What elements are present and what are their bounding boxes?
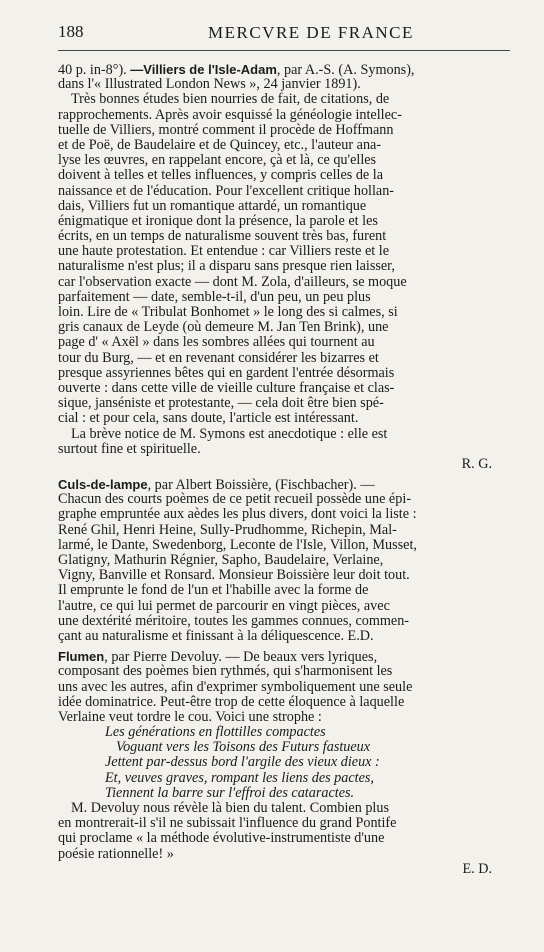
text-line: en montrerait-il s'il ne subissait l'influence du grand Pontife [58,816,397,832]
text-line: sique, janséniste et protestante, — cela doit être bien spé- [58,396,384,412]
reviewed-title: Flumen [58,649,105,665]
text-line: dans l'« Illustrated London News », 24 janvier 1891). [58,77,361,93]
page-header [58,22,510,52]
verse-line: Et, veuves graves, rompant les liens des pactes, [105,770,374,786]
text-line: Vigny, Banville et Ronsard. Monsieur Boissière leur doit tout. [58,568,410,584]
text-line: naissance et de l'éducation. Pour l'excellent critique hollan- [58,183,395,199]
text-line: lyse les œuvres, en rappelant encore, çà et là, ce qu'elles [58,153,377,169]
text-line: René Ghil, Henri Heine, Sully-Prudhomme, Richepin, Mal- [58,522,397,538]
text-line: une dextérité méritoire, toutes les gammes connues, commen- [58,613,410,629]
text-line: çant au naturalisme et finissant à la déliquescence. E.D. [58,628,374,644]
text-line: poésie rationnelle! » [58,846,174,862]
text-line: 40 p. in-8°). —Villiers de l'Isle-Adam, par A.-S. (A. Symons), [58,62,415,78]
text-line: tour du Burg, — et en revenant considérer les bizarres et [58,350,379,366]
text-line: Chacun des courts poèmes de ce petit recueil possède une épi- [58,492,411,508]
text-line: qui proclame « la méthode évolutive-instrumentiste d'une [58,831,385,847]
text-line: gris canaux de Leyde (où demeure M. Jan Ten Brink), une [58,320,389,336]
text-line: Très bonnes études bien nourries de fait, de citations, de [71,92,390,108]
verse-line: Les générations en flottilles compactes [105,725,326,741]
text-line: énigmatique et ironique dont la présence, la parole et les [58,213,378,229]
text-line: Verlaine veut tordre le cou. Voici une strophe : [58,709,322,725]
header-rule [58,50,510,51]
text-line: larmé, le Dante, Swedenborg, Leconte de l'Isle, Villon, Musset, [58,537,417,553]
text-line: uns avec les autres, afin d'exprimer symboliquement une seule [58,679,413,695]
text-line: doivent à telles et telles influences, y compris celles de la [58,168,384,184]
verse-line: Voguant vers les Toisons des Futurs fastueux [116,740,371,756]
text-line: et de Poë, de Baudelaire et de Quincey, etc., l'auteur ana- [58,137,382,153]
text-line: l'autre, ce qui lui permet de parcourir en vingt pièces, avec [58,598,390,614]
reviewed-title: —Villiers de l'Isle-Adam [130,62,277,77]
signature: R. G. [461,456,492,472]
text-line: page d' « Axël » dans les sombres allées qui tournent au [58,335,375,351]
text-line: rapprochements. Après avoir esquissé la généologie intellec- [58,107,402,123]
text-line: Il emprunte le fond de l'un et l'habille avec la forme de [58,583,369,599]
text-line: presque assyriennes bêtes qui en gardent l'entrée désormais [58,365,395,381]
text-line: une haute protestation. Et entendue : car Villiers reste et le [58,244,389,260]
text-line: M. Devoluy nous révèle là bien du talent. Combien plus [71,801,389,816]
text-line: dais, Villiers fut un romantique attardé, un romantique [58,198,367,214]
text-line: naturalisme n'est plus; il a disparu sans presque rien laisser, [58,259,395,275]
text-line: La brève notice de M. Symons est anecdotique : elle est [71,426,388,442]
text-line: composant des poèmes bien rythmés, qui s'harmonisent les [58,664,393,680]
text-line: ouverte : dans cette ville de vieille culture française et clas- [58,380,395,396]
text-line: cial : et pour cela, sans doute, l'article est intéressant. [58,411,359,427]
text-line: tuelle de Villiers, montré comment il procède de Hoffmann [58,122,394,138]
running-title: MERCVRE DE FRANCE [208,23,414,42]
text-line: graphe empruntée aux aèdes les plus divers, dont voici la liste : [58,507,417,523]
text-line: parfaitement — date, semble-t-il, d'un peu, un peu plus [58,289,371,305]
text-line: Flumen, par Pierre Devoluy. — De beaux vers lyriques, [58,649,378,665]
text-line: idée dominatrice. Peut-être trop de cette éloquence à laquelle [58,694,405,710]
text-line: Glatigny, Mathurin Régnier, Sapho, Baudelaire, Verlaine, [58,553,384,568]
page-number: 188 [58,22,84,41]
text-line: car l'observation exacte — dont M. Zola, d'ailleurs, se moque [58,274,407,290]
text-line: écrits, en un temps de naturalisme souvent très bas, furent [58,229,387,245]
signature: E. D. [462,861,492,877]
text-line: surtout fine et spirituelle. [58,441,201,457]
text-line: Culs-de-lampe, par Albert Boissière, (Fischbacher). — [58,477,375,493]
verse-line: Tiennent la barre sur l'effroi des cataractes. [105,785,355,801]
text-line: loin. Lire de « Tribulat Bonhomet » le long des si calmes, si [58,305,398,320]
reviewed-title: Culs-de-lampe [58,477,148,493]
verse-line: Jettent par-dessus bord l'argile des vieux dieux : [105,755,380,771]
review-column [58,62,522,877]
